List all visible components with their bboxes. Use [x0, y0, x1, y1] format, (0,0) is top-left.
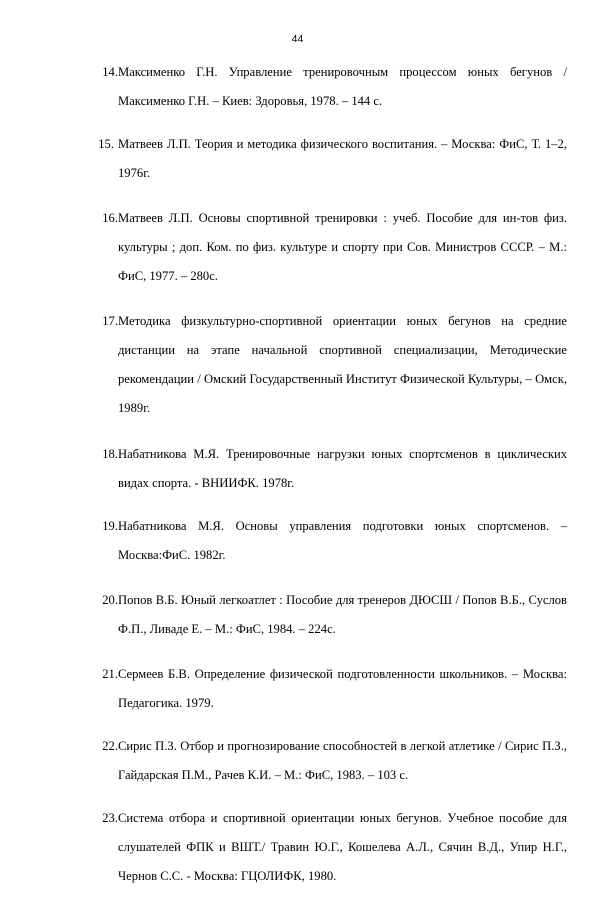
entry-number: 19.	[102, 519, 118, 533]
bibliography-entry-17	[102, 307, 567, 423]
bibliography-entry-19	[102, 512, 567, 570]
entry-number: 21.	[102, 667, 118, 681]
bibliography-entry-18	[102, 440, 567, 498]
entry-text: Сирис П.З. Отбор и прогнозирование способностей в легкой атлетике / Сирис П.З., Гайдарская П.М., Рачев К.И. – М.: ФиС, 1983. – 103 с.	[118, 739, 567, 782]
entry-text: Система отбора и спортивной ориентации юных бегунов. Учебное пособие для слушателей ФПК и ВШТ./ Травин Ю.Г., Кошелева А.Л., Сячин В.Д., Упир Н.Г., Чернов С.С. - Москва: ГЦОЛИФК, 1980.	[118, 811, 567, 883]
page-number: 44	[291, 33, 304, 45]
bibliography-entry-16	[102, 204, 567, 291]
entry-text: Матвеев Л.П. Основы спортивной тренировки : учеб. Пособие для ин-тов физ. культуры ; доп. Ком. по физ. культуре и спорту при Сов. Министров СССР. – М.: ФиС, 1977. – 280с.	[118, 211, 567, 283]
bibliography-entry-20	[102, 586, 567, 644]
entry-number: 14.	[102, 65, 118, 79]
entry-text: Набатникова М.Я. Основы управления подготовки юных спортсменов. – Москва:ФиС. 1982г.	[118, 519, 567, 562]
entry-number: 23.	[102, 811, 118, 825]
bibliography-entry-15	[98, 130, 567, 188]
entry-text: Методика физкультурно-спортивной ориентации юных бегунов на средние дистанции на этапе начальной спортивной специализации, Методические рекомендации / Омский Государственный Институт Физической Культуры, – Омск, 1989г.	[118, 314, 567, 415]
bibliography-list	[98, 58, 567, 905]
bibliography-entry-21	[102, 660, 567, 718]
entry-text: Матвеев Л.П. Теория и методика физического воспитания. – Москва: ФиС, Т. 1–2, 1976г.	[118, 137, 567, 180]
bibliography-entry-22	[102, 732, 567, 790]
entry-text: Сермеев Б.В. Определение физической подготовленности школьников. – Москва: Педагогика. 1979.	[118, 667, 567, 710]
entry-number: 18.	[102, 447, 118, 461]
entry-number: 20.	[102, 593, 118, 607]
entry-text: Максименко Г.Н. Управление тренировочным процессом юных бегунов / Максименко Г.Н. – Киев: Здоровья, 1978. – 144 с.	[118, 65, 567, 108]
entry-number: 22.	[102, 739, 118, 753]
entry-number: 16.	[102, 211, 118, 225]
entry-text: Попов В.Б. Юный легкоатлет : Пособие для тренеров ДЮСШ / Попов В.Б., Суслов Ф.П., Ливаде Е. – М.: ФиС, 1984. – 224с.	[118, 593, 567, 636]
bibliography-entry-23	[102, 804, 567, 891]
entry-text: Набатникова М.Я. Тренировочные нагрузки юных спортсменов в циклических видах спорта. - ВНИИФК. 1978г.	[118, 447, 567, 490]
entry-number: 17.	[102, 314, 118, 328]
entry-number: 15.	[98, 137, 114, 151]
bibliography-entry-14	[102, 58, 567, 116]
